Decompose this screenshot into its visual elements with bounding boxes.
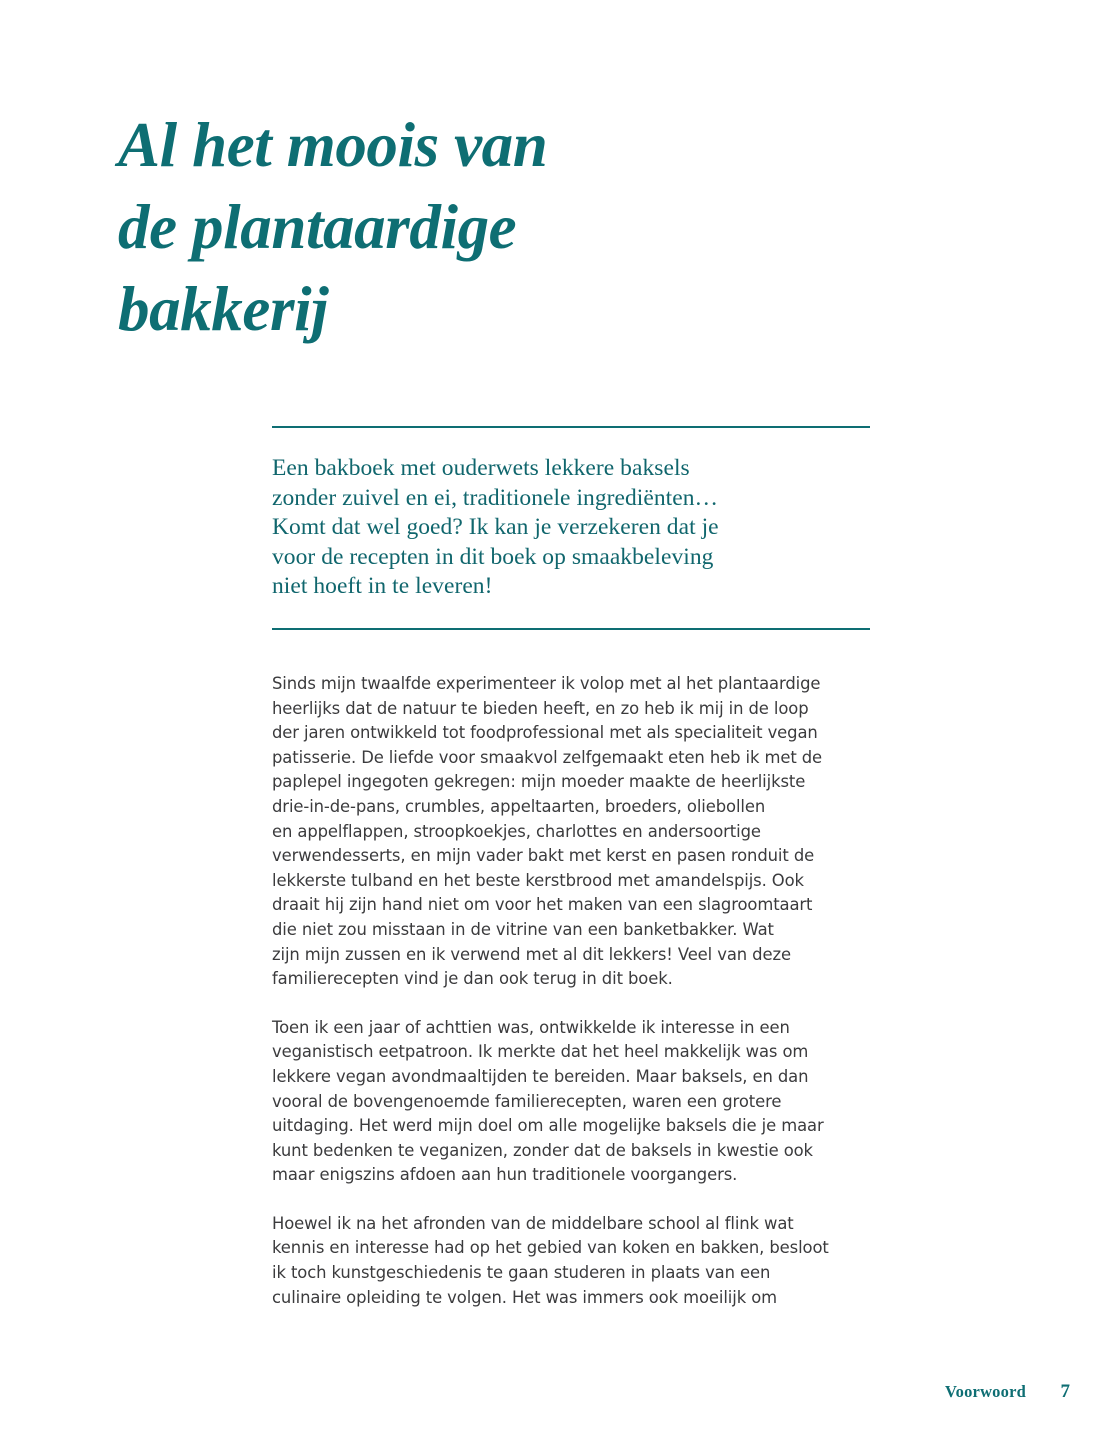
body-line: paplepel ingegoten gekregen: mijn moeder maakte de heerlijkste bbox=[272, 772, 806, 792]
subtitle-line-2: zonder zuivel en ei, traditionele ingrediënten… bbox=[272, 484, 719, 511]
body-line: ik toch kunstgeschiedenis te gaan studeren in plaats van een bbox=[272, 1263, 771, 1283]
body-line: maar enigszins afdoen aan hun traditionele voorgangers. bbox=[272, 1165, 738, 1185]
body-line: draait hij zijn hand niet om voor het maken van een slagroomtaart bbox=[272, 895, 813, 915]
page-title bbox=[118, 104, 758, 350]
body-line: verwendesserts, en mijn vader bakt met kerst en pasen ronduit de bbox=[272, 846, 815, 866]
body-line: drie-in-de-pans, crumbles, appeltaarten, broeders, oliebollen bbox=[272, 796, 766, 816]
body-line: Toen ik een jaar of achttien was, ontwikkelde ik interesse in een bbox=[272, 1017, 790, 1037]
body-line: kunt bedenken te veganizen, zonder dat de baksels in kwestie ook bbox=[272, 1140, 813, 1160]
page-footer bbox=[0, 1381, 1070, 1403]
subtitle-line-5: niet hoeft in te leveren! bbox=[272, 573, 493, 599]
page-title-line-2: de plantaardige bbox=[118, 192, 517, 262]
body-line: zijn mijn zussen en ik verwend met al dit lekkers! Veel van deze bbox=[272, 944, 791, 964]
body-line: Hoewel ik na het afronden van de middelbare school al flink wat bbox=[272, 1213, 794, 1233]
subtitle-line-1: Een bakboek met ouderwets lekkere baksels bbox=[272, 455, 690, 481]
body-line: kennis en interesse had op het gebied van koken en bakken, besloot bbox=[272, 1238, 829, 1258]
subtitle-line-4: voor de recepten in dit boek op smaakbeleving bbox=[272, 543, 714, 570]
body-paragraph-3 bbox=[272, 1212, 872, 1310]
body-line: uitdaging. Het werd mijn doel om alle mogelijke baksels die je maar bbox=[272, 1116, 824, 1136]
body-text bbox=[272, 672, 872, 1310]
footer-section-label: Voorwoord bbox=[945, 1382, 1026, 1401]
subtitle-line-3: Komt dat wel goed? Ik kan je verzekeren dat je bbox=[272, 514, 719, 540]
body-line: patisserie. De liefde voor smaakvol zelfgemaakt eten heb ik met de bbox=[272, 747, 823, 767]
subtitle-block bbox=[272, 426, 870, 630]
footer-page-number: 7 bbox=[1060, 1381, 1070, 1402]
body-paragraph-1 bbox=[272, 672, 872, 992]
body-line: vooral de bovengenoemde familierecepten, waren een grotere bbox=[272, 1091, 782, 1111]
body-line: culinaire opleiding te volgen. Het was immers ook moeilijk om bbox=[272, 1287, 778, 1307]
body-line: veganistisch eetpatroon. Ik merkte dat het heel makkelijk was om bbox=[272, 1042, 809, 1062]
body-line: en appelflappen, stroopkoekjes, charlottes en andersoortige bbox=[272, 821, 761, 841]
body-line: der jaren ontwikkeld tot foodprofessional met als specialiteit vegan bbox=[272, 723, 818, 743]
body-line: Sinds mijn twaalfde experimenteer ik volop met al het plantaardige bbox=[272, 674, 821, 693]
body-line: lekkerste tulband en het beste kerstbrood met amandelspijs. Ook bbox=[272, 870, 804, 890]
page-title-line-1: Al het moois van bbox=[118, 110, 548, 180]
body-line: lekkere vegan avondmaaltijden te bereiden. Maar baksels, en dan bbox=[272, 1066, 809, 1086]
body-paragraph-2 bbox=[272, 1016, 872, 1188]
subtitle-text bbox=[272, 428, 870, 628]
page-title-line-3: bakkerij bbox=[118, 274, 329, 344]
body-line: familierecepten vind je dan ook terug in dit boek. bbox=[272, 969, 673, 989]
body-line: die niet zou misstaan in de vitrine van een banketbakker. Wat bbox=[272, 919, 774, 939]
body-line: heerlijks dat de natuur te bieden heeft, en zo heb ik mij in de loop bbox=[272, 698, 809, 718]
subtitle-bottom-rule bbox=[272, 628, 870, 630]
